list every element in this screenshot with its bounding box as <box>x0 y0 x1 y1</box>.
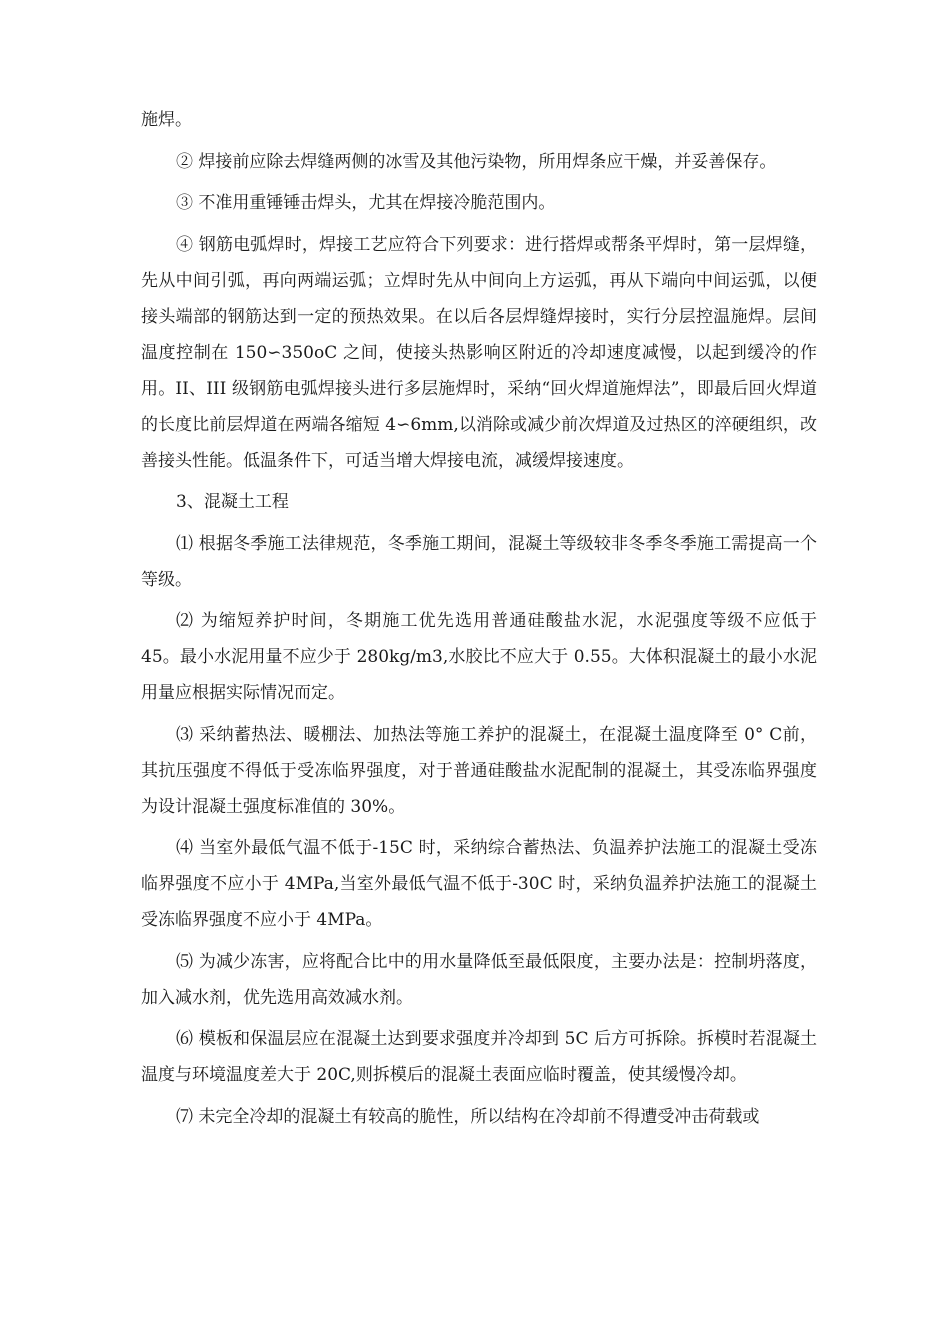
paragraph-concrete-4: ⑷ 当室外最低气温不低于-15C 时，采纳综合蓄热法、负温养护法施工的混凝土受冻临界强度不应小于 4MPa,当室外最低气温不低于-30C 时，采纳负温养护法施工的混凝土受冻临界强度不应小于 4MPa。 <box>141 838 817 930</box>
paragraph-item-2: ② 焊接前应除去焊缝两侧的冰雪及其他污染物，所用焊条应干燥，并妥善保存。 <box>176 151 777 172</box>
paragraph-item-3: ③ 不准用重锤锤击焊头，尤其在焊接冷脆范围内。 <box>176 193 556 213</box>
section-heading-concrete: 3、混凝土工程 <box>176 492 289 512</box>
paragraph-concrete-1: ⑴ 根据冬季施工法律规范，冬季施工期间，混凝土等级较非冬季冬季施工需提高一个等级。 <box>141 533 817 590</box>
paragraph-item-4: ④ 钢筋电弧焊时，焊接工艺应符合下列要求：进行搭焊或帮条平焊时，第一层焊缝，先从中间引弧，再向两端运弧；立焊时先从中间向上方运弧，再从下端向中间运弧，以便接头端部的钢筋达到一定的预热效果。在以后各层焊缝焊接时，实行分层控温施焊。层间温度控制在 150∽350oC 之间，使接头热影响区附近的冷却速度减慢，以起到缓冷的作用。II、III 级钢筋电弧焊接头进行多层施焊时，采纳“回火焊道施焊法”，即最后回火焊道的长度比前层焊道在两端各缩短 4∽6mm,以消除或减少前次焊道及过热区的淬硬组织，改善接头性能。低温条件下，可适当增大焊接电流，减缓焊接速度。 <box>141 234 817 471</box>
paragraph-concrete-3: ⑶ 采纳蓄热法、暖棚法、加热法等施工养护的混凝土，在混凝土温度降至 0° C前，其抗压强度不得低于受冻临界强度，对于普通硅酸盐水泥配制的混凝土，其受冻临界强度为设计混凝土强度标准值的 30%。 <box>141 724 817 817</box>
paragraph-concrete-6: ⑹ 模板和保温层应在混凝土达到要求强度并冷却到 5C 后方可拆除。拆模时若混凝土温度与环境温度差大于 20C,则拆模后的混凝土表面应临时覆盖，使其缓慢冷却。 <box>141 1029 817 1085</box>
paragraph-concrete-2: ⑵ 为缩短养护时间，冬期施工优先选用普通硅酸盐水泥，水泥强度等级不应低于 45。最小水泥用量不应少于 280kg/m3,水胶比不应大于 0.55。大体积混凝土的最小水泥用量应根据实际情况而定。 <box>141 611 817 703</box>
paragraph-concrete-7: ⑺ 未完全冷却的混凝土有较高的脆性，所以结构在冷却前不得遭受冲击荷载或 <box>176 1106 760 1127</box>
paragraph-continuation: 施焊。 <box>141 110 192 130</box>
paragraph-concrete-5: ⑸ 为减少冻害，应将配合比中的用水量降低至最低限度，主要办法是：控制坍落度，加入减水剂，优先选用高效减水剂。 <box>141 951 817 1008</box>
